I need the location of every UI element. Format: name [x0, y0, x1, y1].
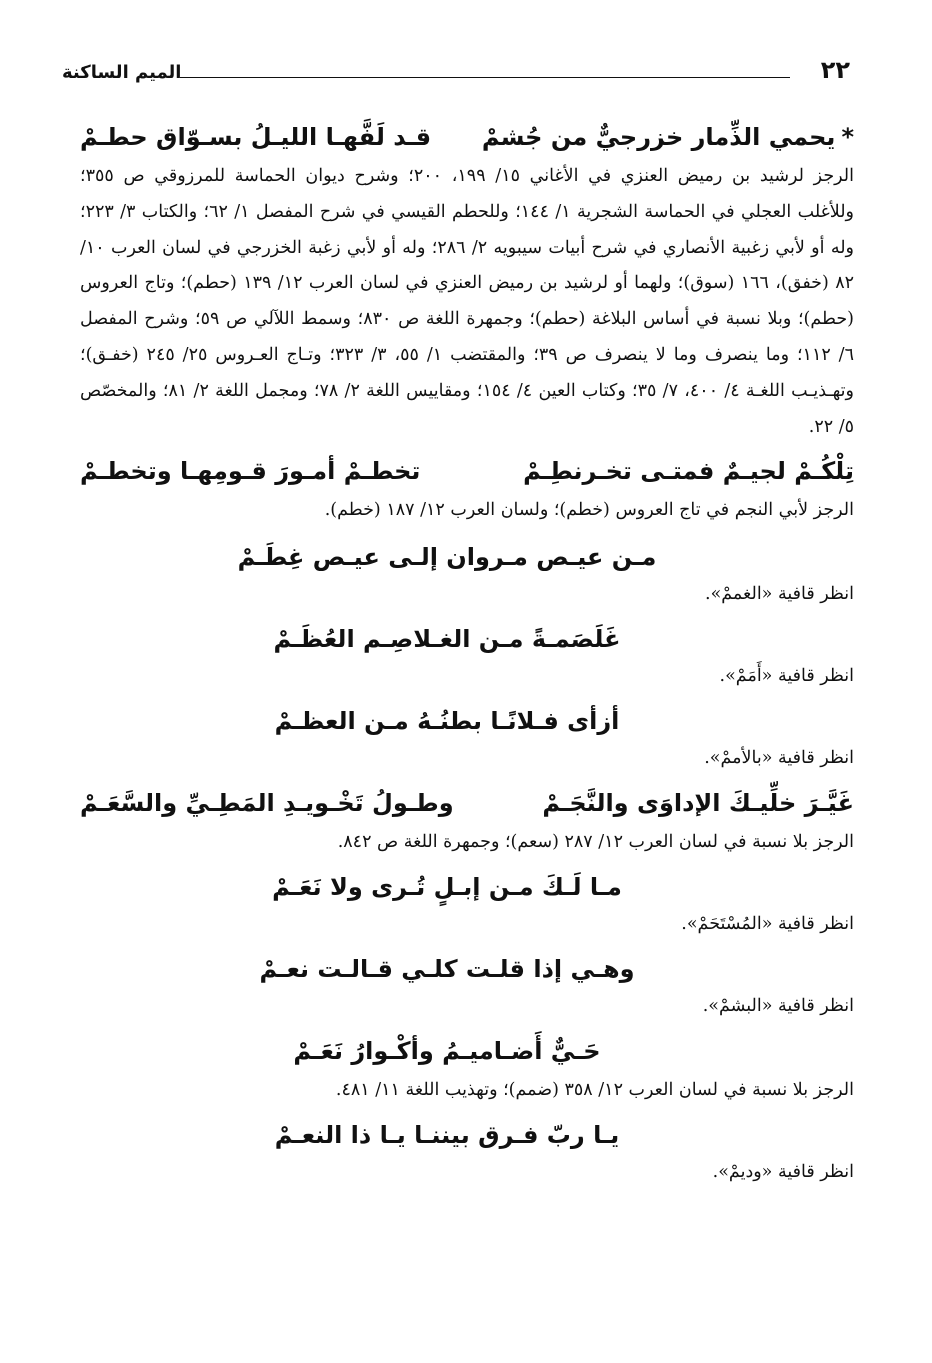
single-hemistich: غَلَصَمـةً مـن الغـلاصِـم العُظَـمْ — [273, 625, 621, 654]
verse-commentary: الرجز بلا نسبة في لسان العرب ١٢/ ٣٥٨ (ضمم)؛ وتهذيب اللغة ١١/ ٤٨١. — [335, 1079, 854, 1100]
see-reference: انظر قافية «بالأممْ». — [704, 748, 854, 769]
single-hemistich: مـا لَـكَ مـن إبـلٍ تُـرى ولا نَعَـمْ — [272, 872, 622, 901]
see-reference: انظر قافية «المُسْتَحَمْ». — [681, 913, 854, 934]
verse-commentary: الرجز بلا نسبة في لسان العرب ١٢/ ٢٨٧ (سعم)؛ وجمهرة اللغة ص ٨٤٢. — [337, 832, 854, 853]
single-hemistich: مـن عيـص مـروان إلـى عيـص غِطَـمْ — [237, 543, 657, 572]
verse-line — [80, 449, 854, 493]
verse-line — [80, 781, 854, 825]
verse-hemistich-second: تخطـمْ أمـورَ قـومِهـا وتخطـمْ — [80, 457, 421, 486]
verse-hemistich-first: غَيَّـرَ خلِّيـكَ الإداوَى والنَّجَـمْ — [542, 789, 854, 818]
page-body — [80, 115, 854, 1195]
verse-commentary: الرجز لرشيد بن رميض العنزي في الأغاني ١٥/ ١٩٩، ٢٠٠؛ وشرح ديوان الحماسة للمرزوقي ص ٣٥٥؛ وللأغلب العجلي في الحماسة الشجرية ١/ ١٤٤؛ وللحطم القيسي في شرح المفصل ١/ ٦٢؛ والكتاب ٣/ ٢٢٣؛ وله أو لأبي زغبية الأنصاري في شرح أبيات سيبويه ٢/ ٢٨٦؛ وله أو لأبي زغبة الخزرجي في لسان العرب ١٠/ ٨٢ (خفق)، ١٦٦ (سوق)؛ ولهما أو لرشيد بن رميض العنزي في لسان العرب ١٢/ ١٣٩ (حطم)؛ وتاج العروس (حطم)؛ وبلا نسبة في أساس البلاغة (حطم)؛ وجمهرة اللغة ص ٨٣٠؛ وسمط اللآلي ص ٥٩؛ وشرح المفصل ٦/ ١١٢؛ وما ينصرف وما لا ينصرف ص ٣٩؛ والمقتضب ١/ ٥٥، ٣/ ٣٢٣؛ وتـاج العـروس ٢٥/ ٢٤٥ (خفـق)؛ وتهـذيـب اللغـة ٤/ ٤٠٠، ٧/ ٣٥؛ وكتاب العين ٤/ ١٥٤؛ ومقاييس اللغة ٢/ ٧٨؛ ومجمل اللغة ٢/ ٨١؛ والمخصّص ٥/ ٢٢. — [80, 166, 855, 437]
page-header — [50, 56, 850, 92]
verse-commentary: الرجز لأبي النجم في تاج العروس (خطم)؛ ولسان العرب ١٢/ ١٨٧ (خطم). — [324, 500, 854, 521]
see-reference: انظر قافية «وديمْ». — [712, 1161, 854, 1182]
verse-hemistich-second: قـد لَفَّهـا الليـلُ بسـوّاق حطـمْ — [80, 123, 432, 151]
single-hemistich: أزأى فـلانًـا بطنُـهُ مـن العظـمْ — [274, 707, 620, 736]
verse-hemistich-second: وطـولُ تَخْـويـدِ المَطِـيِّ والسَّعَـمْ — [80, 789, 454, 818]
header-rule — [180, 77, 790, 78]
verse-hemistich-first: تِلْكُـمْ لجيـمٌ فمتـى تخـرنطِـمْ — [523, 457, 854, 486]
verse-line — [80, 115, 854, 159]
running-head-title: الميم الساكنة — [62, 62, 182, 83]
see-reference: انظر قافية «البشمْ». — [702, 995, 854, 1016]
verse-hemistich-first — [482, 115, 854, 159]
single-hemistich: وهـي إذا قلـت كلـي قـالـت نعـمْ — [259, 954, 635, 983]
see-reference: انظر قافية «الغممْ». — [705, 584, 854, 605]
single-hemistich: يـا ربّ فـرق بيننـا يـا ذا النعـمْ — [274, 1120, 620, 1149]
page-number: ٢٢ — [820, 56, 850, 84]
hemistich-text: يحمي الذِّمار خزرجيٌّ من جُشمْ — [481, 123, 836, 151]
see-reference: انظر قافية «أَمَمْ». — [719, 666, 854, 687]
single-hemistich: حَـيٌّ أَضـاميـمُ وأكْـوارُ نَعَـمْ — [293, 1036, 601, 1065]
star-marker: * — [841, 123, 854, 151]
